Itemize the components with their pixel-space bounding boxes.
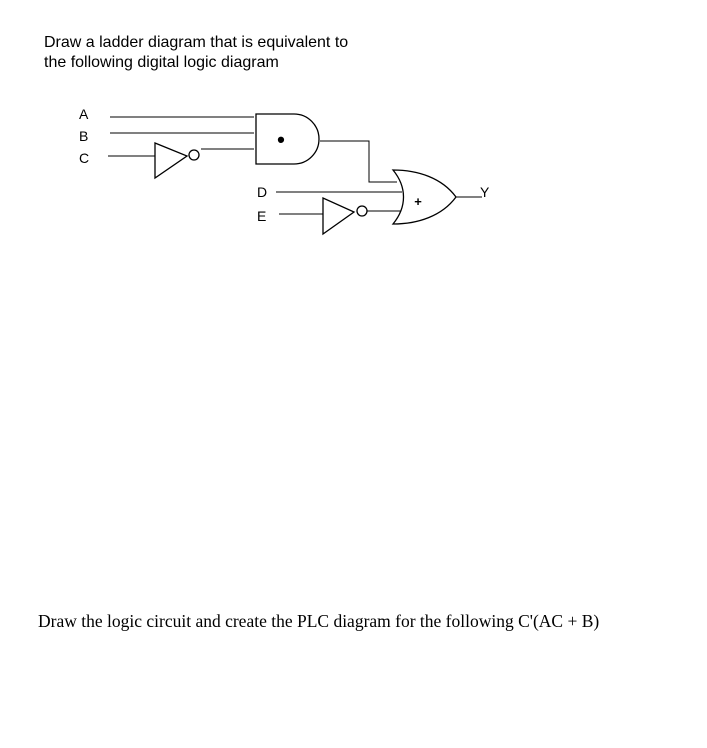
input-label-a: A (79, 106, 89, 122)
question-1-line-2: the following digital logic diagram (44, 54, 279, 71)
wire-and-output (320, 141, 397, 182)
not-gate-e (323, 198, 354, 234)
and-gate (256, 114, 319, 164)
not-gate-c (155, 143, 187, 178)
input-label-b: B (79, 128, 89, 144)
not-gate-e-bubble (357, 206, 367, 216)
output-label-y: Y (480, 184, 490, 200)
not-gate-c-bubble (189, 150, 199, 160)
question-1-line-1: Draw a ladder diagram that is equivalent to (44, 34, 349, 51)
and-gate-symbol: • (277, 127, 285, 152)
input-label-c: C (79, 150, 90, 166)
or-gate (393, 170, 456, 224)
input-label-d: D (257, 184, 268, 200)
or-gate-symbol: + (414, 194, 422, 209)
input-label-e: E (257, 208, 267, 224)
question-2-text: Draw the logic circuit and create the PLC diagram for the following C'(AC + B) (38, 611, 600, 631)
